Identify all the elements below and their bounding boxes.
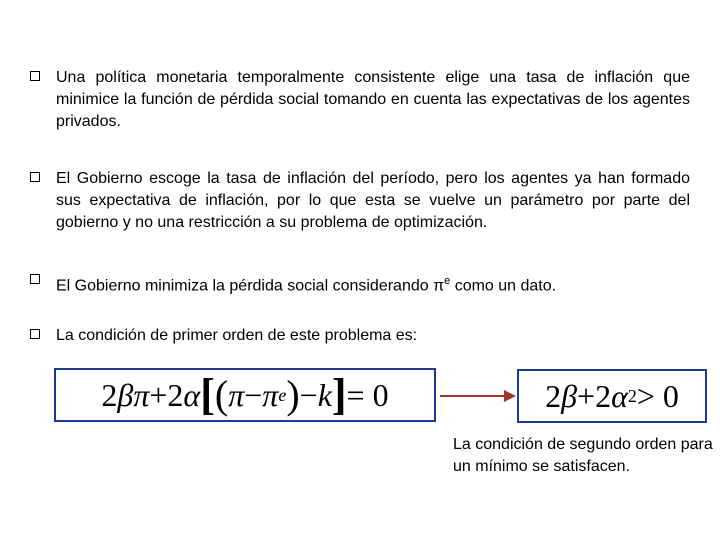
square-bullet-icon	[30, 274, 40, 284]
bullet-2-text: El Gobierno escoge la tasa de inflación del período, pero los agentes ya han formado sus expectativa de inflación, por lo que esta se vuelve un parámetro por parte del gobierno y no una restricción a su problema de optimización.	[56, 170, 690, 231]
bullet-2	[30, 168, 690, 234]
second-order-note: La condición de segundo orden para un mínimo se satisfacen.	[453, 436, 713, 475]
bullet-4-text: La condición de primer orden de este problema es:	[56, 327, 418, 344]
square-bullet-icon	[30, 329, 40, 339]
superscript-e: e	[444, 275, 451, 287]
square-bullet-icon	[30, 71, 40, 81]
square-bullet-icon	[30, 172, 40, 182]
bullet-1	[30, 67, 690, 133]
bullet-4	[30, 325, 690, 347]
bullet-3-text: El Gobierno minimiza la pérdida social considerando $\pi^e$ como un dato.	[56, 275, 557, 295]
bullet-1-text: Una política monetaria temporalmente consistente elige una tasa de inflación que minimice la función de pérdida social tomando en cuenta las expectativas de los agentes privados.	[56, 69, 690, 130]
second-order-condition-formula: 2 β + 2 α 2 > 0	[517, 369, 707, 423]
arrow-right-icon	[440, 384, 516, 408]
bullet-3	[30, 270, 690, 297]
first-order-condition-formula: 2 β π + 2 α [ ( π − π e ) − k ] = 0	[54, 368, 436, 422]
